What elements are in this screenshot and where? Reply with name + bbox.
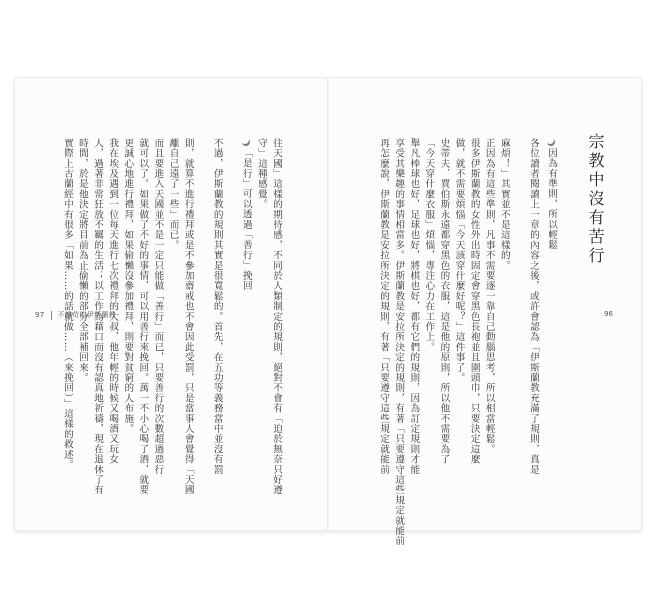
- paragraph: 再怎麼說，伊斯蘭教是安拉所決定的規則，有著「只要遵守這些規定就能前: [378, 138, 390, 475]
- paragraph: 正因為有這些準則，凡事不需要逐一靠自己動腦思考，所以相當輕鬆。: [483, 138, 495, 455]
- paragraph: 舉凡棒球也好，足球也好，將棋也好，都有它們的規則，因為訂定規則才能: [408, 138, 420, 475]
- paragraph: 守」這種感覺。: [255, 138, 267, 210]
- right-page-body: [376, 138, 559, 546]
- paragraph: 而且要進入天國並不是一定只能做「善行」而已，只要善行的次數超過惡行: [152, 138, 164, 475]
- left-page-footer: [35, 310, 116, 320]
- paragraph: 則，就算不進行禮拜或是不參加齋戒也不會因此受罰，只是當事人會覺得「天國: [182, 138, 194, 495]
- section-subtitle: [239, 138, 254, 393]
- paragraph: 時間，於是他決定將目前為止偷懶的部分全部補回來。: [76, 138, 88, 383]
- paragraph: 不過，伊斯蘭教的規則其實是很寬鬆的。首先，在五功等義務當中並沒有罰: [211, 138, 223, 475]
- paragraph: 各位讀者閱讀上一章的內容之後，或許會認為「伊斯蘭教充滿了規則，真是: [527, 138, 539, 475]
- paragraph: 麻煩！」其實並不是這樣的。: [498, 138, 510, 271]
- book-spread: [15, 78, 641, 546]
- paragraph: 我在埃及遇到一位每天進行七次禮拜的大叔，他年輕的時候又喝酒又玩女: [107, 138, 119, 465]
- paragraph: 人，過著非常狂放不羈的生活；以工作為藉口而沒有認真地祈禱，現在退休了有: [92, 138, 104, 495]
- paragraph: 實際上古蘭經中有很多「如果……的話就做……（來挽回）」這樣的救述。: [61, 138, 73, 470]
- section-subtitle: [544, 138, 559, 393]
- section-subtitle-text: 「是行」可以透過「善行」挽回: [240, 148, 252, 291]
- paragraph: 享受其樂趣的事情相當多。伊斯蘭教是安拉所決定的規則，有著「只要遵守這些規定就能前: [393, 138, 405, 546]
- paragraph: 史蒂夫．賈伯斯永遠都穿黑色的衣服，這是他的原則，所以他不需要為了: [438, 138, 450, 465]
- page-number-right: 96: [604, 310, 613, 318]
- paragraph: 更誠心地進行禮拜，如果偷懶沒參加禮拜，則要對貧窮的人布施。: [122, 138, 134, 434]
- page-number-left: 97: [35, 311, 45, 319]
- footer-divider: [51, 311, 52, 320]
- running-title: 不離苛的伊斯蘭教: [57, 311, 116, 319]
- crescent-icon: [547, 138, 555, 146]
- crescent-icon: [242, 138, 250, 146]
- left-page-body: [57, 138, 284, 495]
- paragraph: 做，就不需要煩惱「今天該穿什麼好呢？」這件事了。: [453, 138, 465, 383]
- paragraph: 離自己遠了一些」而已。: [167, 138, 179, 251]
- paragraph: 往天國」這樣的期待感，不同於人類制定的規則，絕對不會有「迫於無奈只好遵: [271, 138, 282, 495]
- paragraph: 很多伊斯蘭教的女性外出時固定會穿黑色長袍並且圍頭巾，只要決定這麼: [468, 138, 480, 465]
- section-subtitle-text: 因為有準則，所以輕鬆: [546, 148, 557, 250]
- paragraph: 就可以了。如果做了不好的事情，可以用善行來挽回。萬一不小心喝了酒，就要: [137, 138, 149, 495]
- page-gutter: [327, 78, 329, 530]
- paragraph: 「今天穿什麼衣服」煩惱，專注心力在工作上。: [423, 138, 435, 353]
- chapter-title: 宗教中沒有苦行: [586, 133, 605, 266]
